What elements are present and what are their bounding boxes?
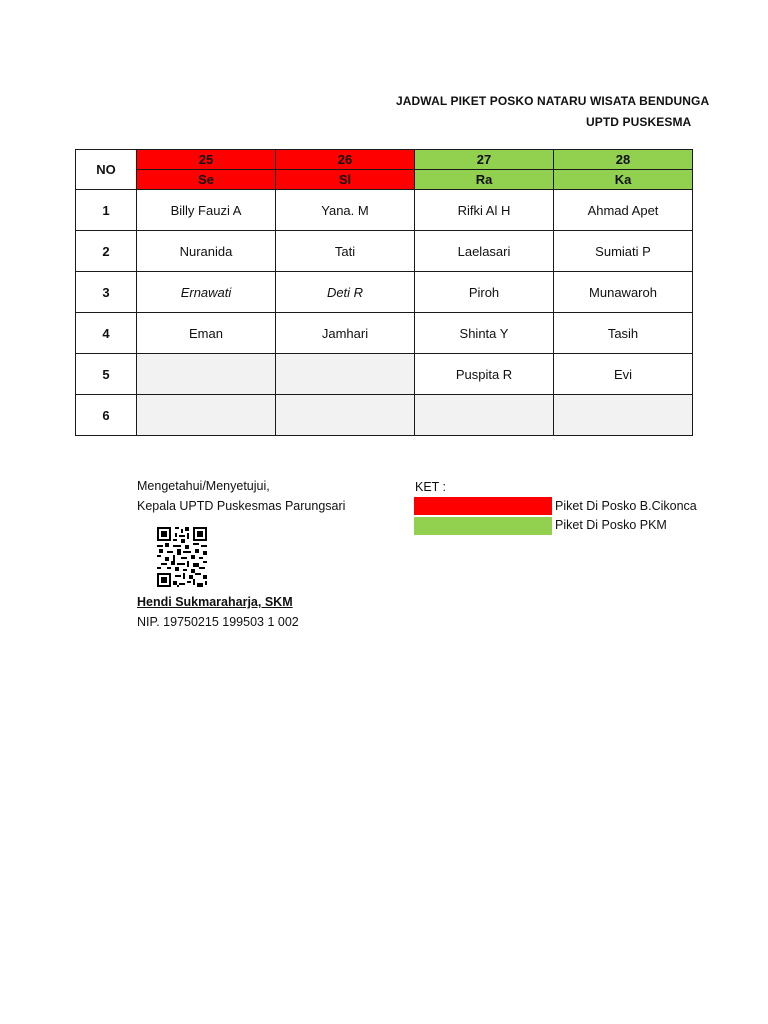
table-cell: Shinta Y — [415, 313, 554, 354]
legend-text-green: Piket Di Posko PKM — [555, 518, 667, 532]
signer-nip: NIP. 19750215 199503 1 002 — [137, 615, 299, 629]
no-header: NO — [76, 150, 137, 190]
legend-text-red: Piket Di Posko B.Cikonca — [555, 499, 697, 513]
table-cell: Eman — [137, 313, 276, 354]
row-number: 1 — [76, 190, 137, 231]
legend-label: KET : — [415, 480, 447, 494]
table-cell-empty — [276, 354, 415, 395]
table-cell: Sumiati P — [554, 231, 693, 272]
table-cell: Evi — [554, 354, 693, 395]
page-title: JADWAL PIKET POSKO NATARU WISATA BENDUNGA — [396, 94, 710, 108]
table-cell: Billy Fauzi A — [137, 190, 276, 231]
legend-swatch-green — [414, 517, 552, 535]
table-cell: Munawaroh — [554, 272, 693, 313]
row-number: 4 — [76, 313, 137, 354]
day-27: Ra — [415, 170, 554, 190]
date-26: 26 — [276, 150, 415, 170]
table-cell: Rifki Al H — [415, 190, 554, 231]
legend-swatch-red — [414, 497, 552, 515]
approval-label: Mengetahui/Menyetujui, — [137, 479, 270, 493]
table-cell: Jamhari — [276, 313, 415, 354]
table-cell: Ahmad Apet — [554, 190, 693, 231]
row-number: 2 — [76, 231, 137, 272]
table-row — [76, 313, 693, 354]
qr-code-icon — [157, 527, 207, 587]
day-25: Se — [137, 170, 276, 190]
table-cell: Nuranida — [137, 231, 276, 272]
date-28: 28 — [554, 150, 693, 170]
day-row — [76, 170, 693, 190]
approver-title: Kepala UPTD Puskesmas Parungsari — [137, 499, 346, 513]
table-cell-empty — [415, 395, 554, 436]
page-subtitle: UPTD PUSKESMA — [586, 115, 692, 129]
table-row — [76, 190, 693, 231]
table-row — [76, 231, 693, 272]
table-cell: Tasih — [554, 313, 693, 354]
table-cell: Deti R — [276, 272, 415, 313]
table-row — [76, 395, 693, 436]
row-number: 5 — [76, 354, 137, 395]
table-row — [76, 354, 693, 395]
day-28: Ka — [554, 170, 693, 190]
table-cell: Yana. M — [276, 190, 415, 231]
table-cell: Puspita R — [415, 354, 554, 395]
date-27: 27 — [415, 150, 554, 170]
table-cell-empty — [137, 354, 276, 395]
day-26: Sl — [276, 170, 415, 190]
date-row — [76, 150, 693, 170]
row-number: 6 — [76, 395, 137, 436]
table-row — [76, 272, 693, 313]
schedule-table — [75, 149, 693, 436]
table-cell-empty — [276, 395, 415, 436]
date-25: 25 — [137, 150, 276, 170]
table-cell-empty — [137, 395, 276, 436]
signer-name: Hendi Sukmaraharja, SKM — [137, 595, 293, 609]
table-cell-empty — [554, 395, 693, 436]
row-number: 3 — [76, 272, 137, 313]
table-cell: Piroh — [415, 272, 554, 313]
table-cell: Tati — [276, 231, 415, 272]
table-cell: Laelasari — [415, 231, 554, 272]
table-cell: Ernawati — [137, 272, 276, 313]
